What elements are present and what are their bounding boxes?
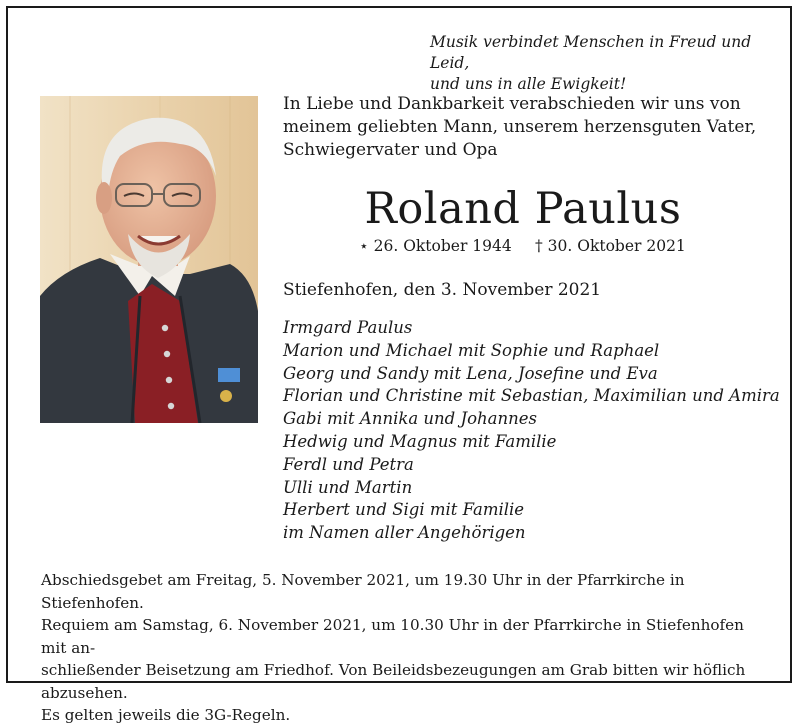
mourner-line: Irmgard Paulus bbox=[283, 318, 413, 337]
notice-line-3: schließender Beisetzung am Friedhof. Von Beileidsbezeugungen am Grab bitten wir höflich abzusehen. bbox=[41, 661, 746, 702]
mourner-line: Hedwig und Magnus mit Familie bbox=[283, 431, 557, 451]
mourner-line: Ferdl und Petra bbox=[283, 454, 414, 474]
mourner-line: im Namen aller Angehörigen bbox=[283, 523, 526, 543]
intro-line-2: meinem geliebten Mann, unserem herzensguten Vater, bbox=[283, 117, 757, 137]
mourner-line: Marion und Michael mit Sophie und Raphael bbox=[283, 340, 660, 360]
mourner-line: Gabi mit Annika und Johannes bbox=[283, 409, 537, 429]
mourner-line: Herbert und Sigi mit Familie bbox=[283, 500, 525, 520]
portrait-photo bbox=[40, 96, 258, 423]
quote-line-2: und uns in alle Ewigkeit! bbox=[430, 75, 627, 93]
quote-line-1: Musik verbindet Menschen in Freud und Leid, bbox=[430, 33, 752, 72]
deceased-name: Roland Paulus bbox=[364, 184, 682, 234]
notice-line-1: Abschiedsgebet am Freitag, 5. November 2021, um 19.30 Uhr in der Pfarrkirche in Stiefenhofen. bbox=[41, 571, 685, 612]
portrait-illustration bbox=[40, 96, 258, 423]
notice-line-2: Requiem am Samstag, 6. November 2021, um 10.30 Uhr in der Pfarrkirche in Stiefenhofen mit an- bbox=[41, 616, 744, 657]
mourner-line: Florian und Christine mit Sebastian, Maximilian und Amira bbox=[283, 386, 780, 406]
memorial-quote bbox=[430, 32, 760, 95]
birth-date: ⋆ 26. Oktober 1944 bbox=[359, 237, 512, 255]
death-date: † 30. Oktober 2021 bbox=[535, 237, 686, 255]
service-notices bbox=[41, 569, 766, 727]
place-and-date: Stiefenhofen, den 3. November 2021 bbox=[283, 280, 602, 300]
notice-line-4: Es gelten jeweils die 3G-Regeln. bbox=[41, 706, 291, 724]
intro-text bbox=[283, 93, 763, 162]
intro-line-1: In Liebe und Dankbarkeit verabschieden wir uns von bbox=[283, 94, 741, 114]
mourner-line: Ulli und Martin bbox=[283, 477, 413, 497]
intro-line-3: Schwiegervater und Opa bbox=[283, 140, 498, 160]
mourners-list bbox=[283, 317, 780, 545]
mourner-line: Georg und Sandy mit Lena, Josefine und Eva bbox=[283, 363, 658, 383]
